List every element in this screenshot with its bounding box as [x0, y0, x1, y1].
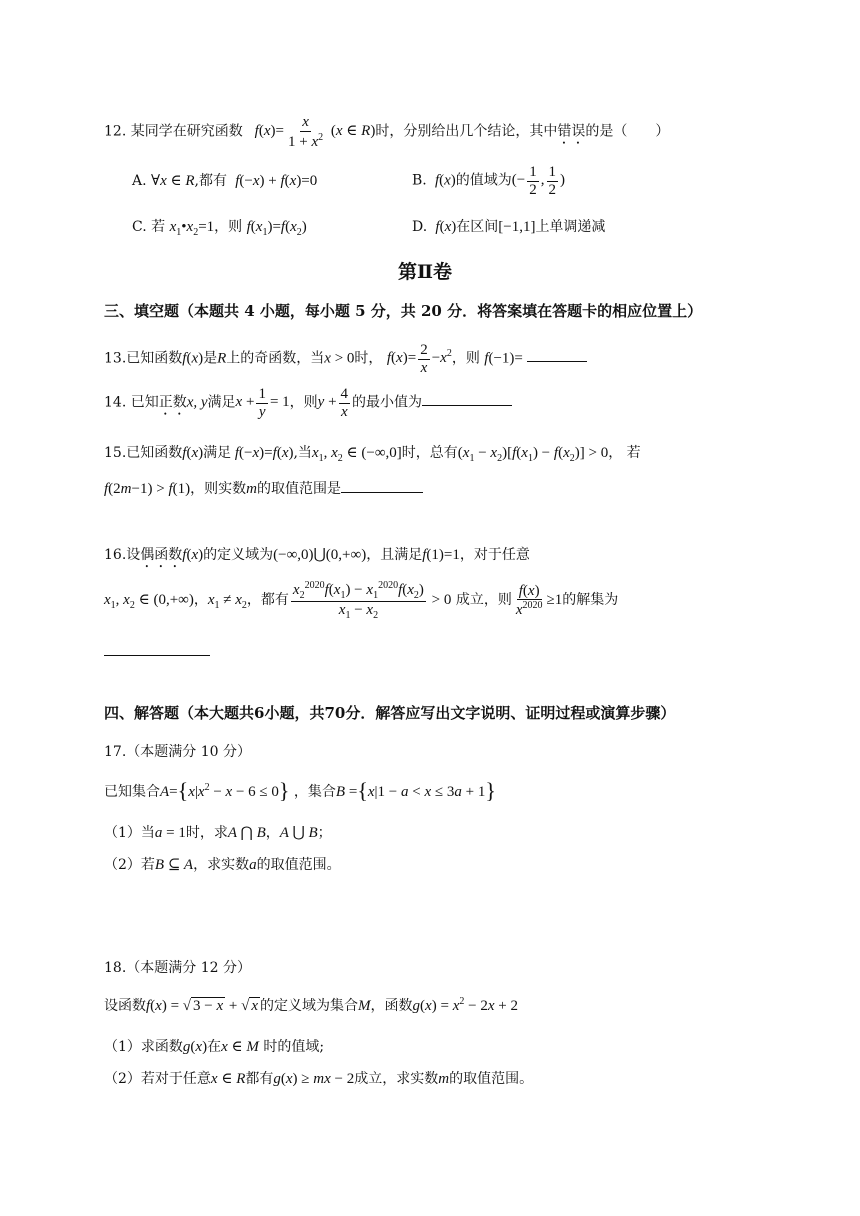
q17-p1b: 时，求: [185, 825, 228, 841]
q15-t1: 满足: [203, 445, 232, 461]
q16-t7: 的解集为: [562, 591, 619, 608]
option-c-label: C. 若: [132, 219, 166, 235]
option-d-tail: 上单调递减: [535, 219, 606, 235]
q14-vars: x, y: [186, 394, 208, 411]
q14-t1: 满足: [207, 394, 236, 411]
q13-R: R: [217, 350, 227, 367]
q15-m: m: [246, 481, 257, 497]
q12-stem: [104, 114, 669, 150]
q17-AcupB: A ⋃ B: [279, 825, 318, 841]
q16-ineq: $\frac{x_2^{2020}f(x_1) - x_1^{2020}f(x_2)}{x_1 - x_2}$ > 0: [292, 580, 452, 621]
q13-t1: 是: [203, 350, 218, 367]
q12-option-c: [132, 218, 307, 239]
q18-m: m: [438, 1071, 450, 1087]
q12-tail: 的是（ ）: [585, 123, 670, 140]
option-d-fx: f(x): [431, 219, 457, 235]
q16-t3: ，对于任意: [459, 547, 530, 563]
q13-def: f(x)= $\frac{2}{x}$ $-x^2$: [386, 342, 452, 376]
section4-heading: 四、解答题（本大题共6小题，共70分．解答应写出文字说明、证明过程或演算步骤）: [104, 704, 676, 722]
q12-function: f(x)= $\frac{x}{1 + x^2}$ (x ∈ R): [247, 114, 376, 150]
q18-gdef: $g(x) = x^2 - 2x + 2$: [412, 996, 518, 1014]
q18-p2d: 的取值范围。: [449, 1071, 534, 1087]
q12-option-a: [132, 172, 317, 190]
option-a-eq: f(−x) + f(x)=0: [231, 173, 318, 189]
option-b-label: B.: [412, 172, 427, 189]
q17-AcapB: A ⋂ B: [227, 825, 266, 841]
q13: [104, 342, 587, 376]
q15-even: f(−x)=f(x): [231, 445, 294, 461]
option-c-eq: $f(x_1)=f(x_2)$: [246, 219, 307, 238]
section3-heading: 三、填空题（本题共 4 小题，每小题 5 分，共 20 分．将答案填在答题卡的相应位置上）: [104, 302, 703, 320]
q14-lead: 14. 已知: [104, 394, 159, 411]
q18-p2c: 成立，求实数: [354, 1071, 439, 1087]
q14-t3: 的最小值为: [352, 394, 423, 411]
q16-t2: ，且满足: [366, 547, 423, 563]
q18-gx: g(x): [182, 1039, 208, 1055]
q14-cond: x + $\frac{1}{y}$ = 1: [235, 386, 290, 420]
q18-xR: x ∈ R: [210, 1071, 246, 1087]
option-c-cond: $x_1•x_2=1$: [169, 219, 215, 238]
q18-l1a: 设函数: [104, 998, 146, 1014]
q17-setA: $A=\{x|x^2 - x - 6 \le 0\}$: [160, 778, 290, 803]
q12-option-b: [412, 164, 565, 198]
q16-line1: [104, 546, 530, 571]
q17-line1: [104, 778, 496, 804]
q14-zhengshu: 正数: [158, 394, 187, 411]
q18-p2b: 都有: [245, 1071, 274, 1087]
q17-p1d: ；: [317, 825, 332, 841]
q17-part1: [104, 824, 332, 842]
q13-ask: f(−1)=: [484, 350, 523, 367]
q17-l1b: ，集合: [293, 784, 336, 800]
q16-t6: 成立，则: [455, 591, 512, 608]
q17-p2c: 的取值范围。: [256, 857, 341, 873]
q16-fx: f(x): [182, 547, 204, 563]
q15-lead: 15.已知函数: [104, 445, 183, 461]
q16-vars: $x_1$, $x_2$ ∈ (0,+∞): [104, 591, 194, 611]
q14-expr: y + $\frac{4}{x}$: [317, 386, 349, 420]
q16-f1: f(1)=1: [422, 547, 460, 563]
option-d-interval: [−1,1]: [498, 219, 536, 235]
q17-p1c: ，: [265, 825, 280, 841]
option-a-math: ∀x ∈ R: [151, 173, 195, 189]
q15-t4: ， 若: [608, 445, 641, 461]
q12-cond: 时，分别给出几个结论，其中: [375, 123, 558, 140]
q18-M: M: [358, 998, 371, 1014]
q13-t4: ，则: [451, 350, 480, 367]
part2-title: 第Ⅱ卷: [398, 261, 453, 283]
q18-line1: [104, 996, 518, 1015]
q18-ineq: g(x) ≥ mx − 2: [273, 1071, 355, 1087]
q17-setB: B ={x|1 − a < x ≤ 3a + 1}: [335, 778, 496, 803]
q15-t3: 时，总有: [401, 445, 458, 461]
q15-answer-blank[interactable]: [341, 492, 423, 493]
q16-t1: 的定义域为: [203, 547, 274, 563]
q17-p1a: （1）当: [104, 825, 155, 841]
q16-t4: ，: [193, 591, 208, 608]
q13-lead: 13.已知函数: [104, 350, 183, 367]
q16-lead: 16.设: [104, 547, 141, 563]
q13-t3: 时，: [354, 350, 383, 367]
q18-part2: [104, 1070, 533, 1088]
q18-part1: [104, 1038, 324, 1056]
q17-a: a: [249, 857, 257, 873]
q12-cuowu: 错误: [557, 123, 586, 140]
q17-l1a: 已知集合: [104, 784, 160, 800]
option-a-label: A.: [132, 173, 147, 189]
option-b-range: (− $\frac{1}{2}$ , $\frac{1}{2}$ ): [511, 164, 566, 198]
q14-t2: ，则: [289, 394, 318, 411]
q16-line2: [104, 580, 618, 621]
option-b-fx: f(x): [431, 172, 456, 189]
q15-cond2: f(2m−1) > f(1): [104, 481, 191, 497]
q18-fdef: f(x) = √ 3 − x + √ x: [146, 998, 259, 1014]
q16-answer-blank[interactable]: [104, 644, 210, 661]
q18-l1b: 的定义域为集合: [260, 998, 359, 1014]
option-c-text: ，则: [214, 219, 243, 235]
q13-cond: x > 0: [324, 350, 355, 367]
q13-t2: 上的奇函数，当: [226, 350, 325, 367]
q18-title: 18.（本题满分 12 分）: [104, 960, 251, 976]
q14-answer-blank[interactable]: [422, 405, 512, 406]
q15-t6: 的取值范围是: [256, 481, 341, 497]
q14: [104, 386, 512, 420]
q17-subset: B ⊆ A: [154, 857, 194, 873]
q15-line2: [104, 480, 423, 498]
q15-line1: [104, 444, 641, 465]
q17-p2a: （2）若: [104, 857, 155, 873]
option-b-text: 的值域为: [455, 172, 512, 189]
q13-fx: f(x): [182, 350, 204, 367]
q17-p2b: ，求实数: [193, 857, 250, 873]
q17-part2: [104, 856, 341, 874]
option-d-label: D.: [412, 219, 428, 235]
q18-p1c: 时的值域;: [263, 1039, 325, 1055]
q15-t2: ,当: [293, 445, 312, 461]
q15-ineq: $(x_1 - x_2)[f(x_1) - f(x_2)] > 0$: [457, 445, 609, 464]
q12-lead: 12. 某同学在研究函数: [104, 123, 243, 140]
q15-fx: f(x): [182, 445, 204, 461]
option-d-text: 在区间: [456, 219, 499, 235]
q18-p1b: 在: [207, 1039, 222, 1055]
q18-xM: x ∈ M: [221, 1039, 259, 1055]
q18-l1c: ，函数: [370, 998, 413, 1014]
q16-ineq2: $\frac{f(x)}{x^{2020}}$ ≥1: [515, 582, 563, 618]
q15-domain: $x_1$, $x_2$ ∈ (−∞,0]: [311, 445, 402, 464]
option-a-text: ,都有: [194, 173, 227, 189]
q18-p1a: （1）求函数: [104, 1039, 183, 1055]
q16-t5: ，都有: [246, 591, 289, 608]
q12-option-d: [412, 218, 605, 236]
q16-ouhanshu: 偶函数: [140, 547, 183, 563]
q16-neq: $x_1 \ne x_2$: [207, 591, 247, 611]
q15-t5: ，则实数: [190, 481, 247, 497]
q18-p2a: （2）若对于任意: [104, 1071, 211, 1087]
q17-a1: a = 1: [154, 825, 186, 841]
q16-domain: (−∞,0)⋃(0,+∞): [273, 547, 367, 563]
q17-title: 17.（本题满分 10 分）: [104, 744, 251, 760]
q13-answer-blank[interactable]: [527, 361, 587, 362]
